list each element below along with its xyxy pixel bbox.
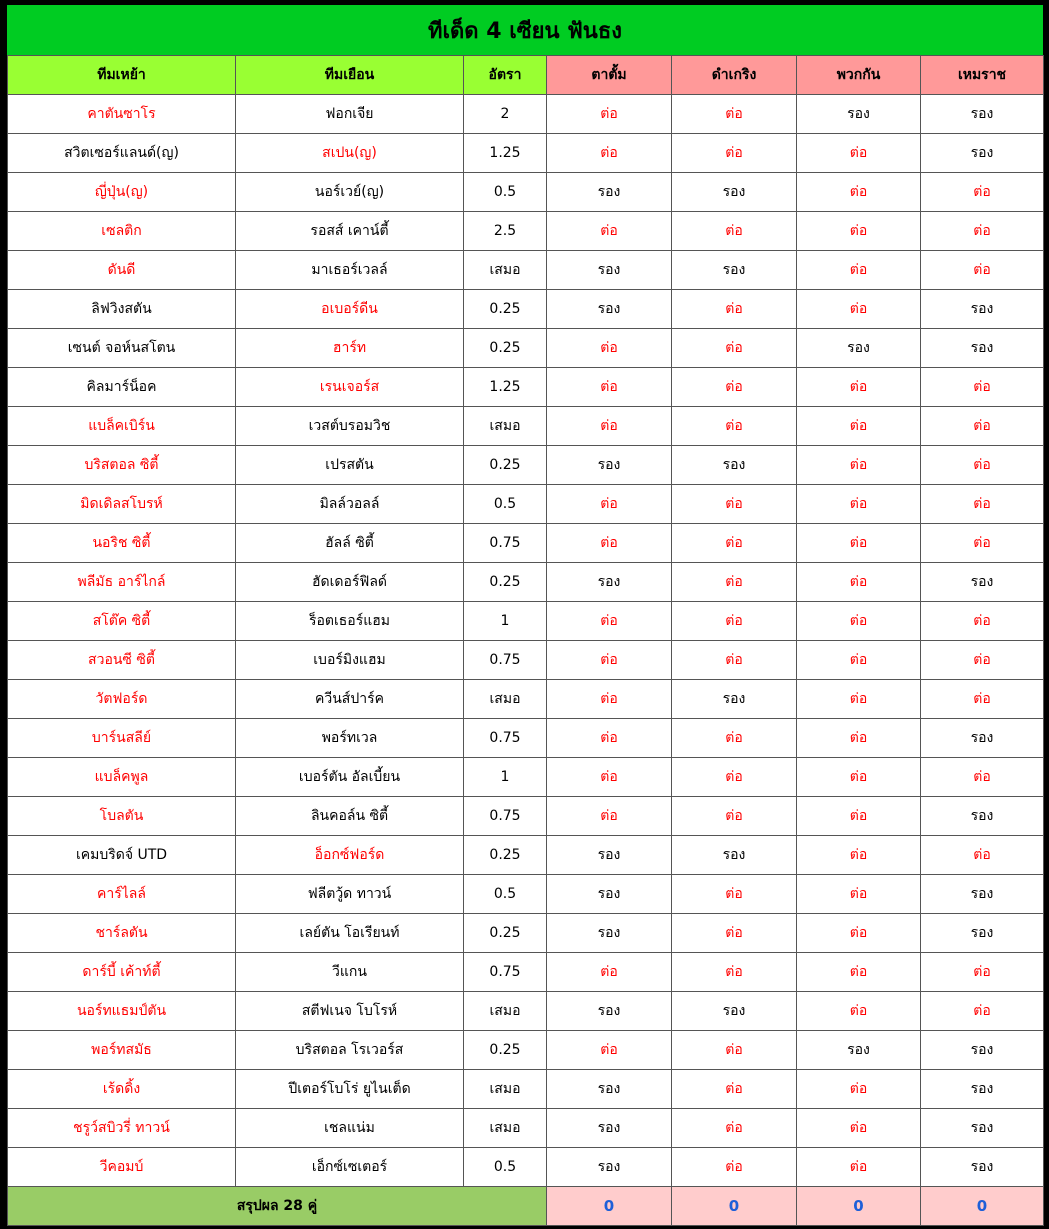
pick-cell-expert-4: รอง bbox=[921, 914, 1044, 953]
away-team-cell: ฮัลล์ ซิตี้ bbox=[236, 524, 464, 563]
tips-panel bbox=[7, 5, 1043, 1225]
home-team-cell: บริสตอล ซิตี้ bbox=[8, 446, 236, 485]
header-expert-3: พวกกัน bbox=[797, 56, 921, 95]
pick-cell-expert-2: ต่อ bbox=[672, 641, 797, 680]
pick-cell-expert-1: รอง bbox=[547, 446, 672, 485]
home-team-cell: นอร์ทแธมป์ตัน bbox=[8, 992, 236, 1031]
away-team-cell: เปรสตัน bbox=[236, 446, 464, 485]
pick-cell-expert-4: รอง bbox=[921, 1148, 1044, 1187]
table-row bbox=[8, 992, 1044, 1031]
pick-cell-expert-2: รอง bbox=[672, 992, 797, 1031]
home-team-cell: สวอนซี ซิตี้ bbox=[8, 641, 236, 680]
pick-cell-expert-4: รอง bbox=[921, 1031, 1044, 1070]
pick-cell-expert-3: ต่อ bbox=[797, 251, 921, 290]
away-team-cell: พอร์ทเวล bbox=[236, 719, 464, 758]
away-team-cell: นอร์เวย์(ญ) bbox=[236, 173, 464, 212]
table-row bbox=[8, 251, 1044, 290]
pick-cell-expert-4: รอง bbox=[921, 797, 1044, 836]
away-team-cell: เรนเจอร์ส bbox=[236, 368, 464, 407]
home-team-cell: เซลติก bbox=[8, 212, 236, 251]
home-team-cell: มิดเดิลสโบรห์ bbox=[8, 485, 236, 524]
table-row bbox=[8, 836, 1044, 875]
rate-cell: เสมอ bbox=[464, 1109, 547, 1148]
rate-cell: เสมอ bbox=[464, 992, 547, 1031]
rate-cell: 0.25 bbox=[464, 914, 547, 953]
away-team-cell: เบอร์ตัน อัลเบี้ยน bbox=[236, 758, 464, 797]
pick-cell-expert-2: ต่อ bbox=[672, 329, 797, 368]
table-row bbox=[8, 446, 1044, 485]
rate-cell: 0.5 bbox=[464, 173, 547, 212]
away-team-cell: เอ็กซ์เซเตอร์ bbox=[236, 1148, 464, 1187]
home-team-cell: สโต๊ค ซิตี้ bbox=[8, 602, 236, 641]
pick-cell-expert-1: ต่อ bbox=[547, 95, 672, 134]
table-row bbox=[8, 173, 1044, 212]
pick-cell-expert-1: ต่อ bbox=[547, 797, 672, 836]
header-row bbox=[8, 56, 1044, 95]
pick-cell-expert-4: รอง bbox=[921, 134, 1044, 173]
rate-cell: 0.25 bbox=[464, 290, 547, 329]
pick-cell-expert-3: รอง bbox=[797, 1031, 921, 1070]
pick-cell-expert-4: ต่อ bbox=[921, 836, 1044, 875]
home-team-cell: เซนต์ จอห์นสโตน bbox=[8, 329, 236, 368]
rate-cell: 1 bbox=[464, 602, 547, 641]
pick-cell-expert-4: ต่อ bbox=[921, 251, 1044, 290]
home-team-cell: ลิฟวิงสตัน bbox=[8, 290, 236, 329]
summary-score-4: 0 bbox=[921, 1187, 1044, 1226]
pick-cell-expert-3: ต่อ bbox=[797, 290, 921, 329]
home-team-cell: บาร์นสลีย์ bbox=[8, 719, 236, 758]
pick-cell-expert-2: ต่อ bbox=[672, 1109, 797, 1148]
home-team-cell: แบล็คพูล bbox=[8, 758, 236, 797]
summary-score-1: 0 bbox=[547, 1187, 672, 1226]
away-team-cell: รอสส์ เคาน์ตี้ bbox=[236, 212, 464, 251]
pick-cell-expert-1: รอง bbox=[547, 563, 672, 602]
rate-cell: เสมอ bbox=[464, 251, 547, 290]
summary-score-3: 0 bbox=[797, 1187, 921, 1226]
home-team-cell: คิลมาร์น็อค bbox=[8, 368, 236, 407]
pick-cell-expert-1: ต่อ bbox=[547, 134, 672, 173]
pick-cell-expert-1: ต่อ bbox=[547, 368, 672, 407]
pick-cell-expert-1: รอง bbox=[547, 1109, 672, 1148]
pick-cell-expert-2: ต่อ bbox=[672, 719, 797, 758]
pick-cell-expert-1: ต่อ bbox=[547, 758, 672, 797]
header-expert-4: เหมราช bbox=[921, 56, 1044, 95]
pick-cell-expert-3: ต่อ bbox=[797, 836, 921, 875]
pick-cell-expert-4: ต่อ bbox=[921, 212, 1044, 251]
home-team-cell: เคมบริดจ์ UTD bbox=[8, 836, 236, 875]
pick-cell-expert-3: ต่อ bbox=[797, 875, 921, 914]
home-team-cell: นอริช ซิตี้ bbox=[8, 524, 236, 563]
pick-cell-expert-1: รอง bbox=[547, 836, 672, 875]
pick-cell-expert-1: ต่อ bbox=[547, 524, 672, 563]
pick-cell-expert-4: รอง bbox=[921, 563, 1044, 602]
pick-cell-expert-2: ต่อ bbox=[672, 368, 797, 407]
table-row bbox=[8, 95, 1044, 134]
pick-cell-expert-3: ต่อ bbox=[797, 212, 921, 251]
home-team-cell: ดันดี bbox=[8, 251, 236, 290]
pick-cell-expert-3: ต่อ bbox=[797, 797, 921, 836]
pick-cell-expert-3: ต่อ bbox=[797, 1070, 921, 1109]
pick-cell-expert-3: ต่อ bbox=[797, 368, 921, 407]
pick-cell-expert-3: ต่อ bbox=[797, 953, 921, 992]
pick-cell-expert-2: ต่อ bbox=[672, 797, 797, 836]
pick-cell-expert-2: ต่อ bbox=[672, 485, 797, 524]
away-team-cell: อ็อกซ์ฟอร์ด bbox=[236, 836, 464, 875]
rate-cell: 0.5 bbox=[464, 1148, 547, 1187]
away-team-cell: สเปน(ญ) bbox=[236, 134, 464, 173]
home-team-cell: วีคอมบ์ bbox=[8, 1148, 236, 1187]
pick-cell-expert-3: ต่อ bbox=[797, 602, 921, 641]
pick-cell-expert-2: ต่อ bbox=[672, 212, 797, 251]
table-row bbox=[8, 407, 1044, 446]
pick-cell-expert-1: รอง bbox=[547, 992, 672, 1031]
away-team-cell: ควีนส์ปาร์ค bbox=[236, 680, 464, 719]
pick-cell-expert-1: รอง bbox=[547, 1148, 672, 1187]
pick-cell-expert-3: รอง bbox=[797, 95, 921, 134]
pick-cell-expert-2: รอง bbox=[672, 251, 797, 290]
pick-cell-expert-4: ต่อ bbox=[921, 524, 1044, 563]
pick-cell-expert-3: ต่อ bbox=[797, 992, 921, 1031]
table-row bbox=[8, 602, 1044, 641]
pick-cell-expert-2: ต่อ bbox=[672, 134, 797, 173]
rate-cell: 1.25 bbox=[464, 134, 547, 173]
header-expert-2: ดำเกริง bbox=[672, 56, 797, 95]
pick-cell-expert-2: ต่อ bbox=[672, 1031, 797, 1070]
pick-cell-expert-4: รอง bbox=[921, 95, 1044, 134]
pick-cell-expert-3: ต่อ bbox=[797, 563, 921, 602]
home-team-cell: วัตฟอร์ด bbox=[8, 680, 236, 719]
home-team-cell: โบลตัน bbox=[8, 797, 236, 836]
home-team-cell: ญี่ปุ่น(ญ) bbox=[8, 173, 236, 212]
pick-cell-expert-2: ต่อ bbox=[672, 758, 797, 797]
pick-cell-expert-2: รอง bbox=[672, 836, 797, 875]
pick-cell-expert-1: รอง bbox=[547, 1070, 672, 1109]
rate-cell: 0.5 bbox=[464, 875, 547, 914]
away-team-cell: วีแกน bbox=[236, 953, 464, 992]
home-team-cell: แบล็คเบิร์น bbox=[8, 407, 236, 446]
summary-row bbox=[8, 1187, 1044, 1226]
away-team-cell: อเบอร์ดีน bbox=[236, 290, 464, 329]
pick-cell-expert-3: ต่อ bbox=[797, 446, 921, 485]
rate-cell: 2.5 bbox=[464, 212, 547, 251]
pick-cell-expert-1: รอง bbox=[547, 251, 672, 290]
pick-cell-expert-1: ต่อ bbox=[547, 329, 672, 368]
rate-cell: 0.25 bbox=[464, 329, 547, 368]
home-team-cell: คาร์ไลล์ bbox=[8, 875, 236, 914]
pick-cell-expert-4: รอง bbox=[921, 719, 1044, 758]
pick-cell-expert-4: รอง bbox=[921, 875, 1044, 914]
home-team-cell: คาตันซาโร bbox=[8, 95, 236, 134]
pick-cell-expert-4: ต่อ bbox=[921, 446, 1044, 485]
pick-cell-expert-3: ต่อ bbox=[797, 758, 921, 797]
pick-cell-expert-3: ต่อ bbox=[797, 641, 921, 680]
table-row bbox=[8, 134, 1044, 173]
rate-cell: 0.25 bbox=[464, 563, 547, 602]
header-away-team: ทีมเยือน bbox=[236, 56, 464, 95]
table-row bbox=[8, 329, 1044, 368]
pick-cell-expert-2: ต่อ bbox=[672, 914, 797, 953]
away-team-cell: ปีเตอร์โบโร่ ยูไนเต็ด bbox=[236, 1070, 464, 1109]
pick-cell-expert-1: ต่อ bbox=[547, 680, 672, 719]
rate-cell: 0.5 bbox=[464, 485, 547, 524]
pick-cell-expert-2: ต่อ bbox=[672, 524, 797, 563]
table-row bbox=[8, 1070, 1044, 1109]
pick-cell-expert-1: ต่อ bbox=[547, 407, 672, 446]
pick-cell-expert-2: รอง bbox=[672, 446, 797, 485]
rate-cell: เสมอ bbox=[464, 1070, 547, 1109]
away-team-cell: ลินคอล์น ซิตี้ bbox=[236, 797, 464, 836]
home-team-cell: พอร์ทสมัธ bbox=[8, 1031, 236, 1070]
pick-cell-expert-4: ต่อ bbox=[921, 368, 1044, 407]
pick-cell-expert-3: ต่อ bbox=[797, 485, 921, 524]
pick-cell-expert-2: ต่อ bbox=[672, 953, 797, 992]
pick-cell-expert-1: ต่อ bbox=[547, 212, 672, 251]
pick-cell-expert-1: ต่อ bbox=[547, 602, 672, 641]
away-team-cell: สตีฟเนจ โบโรห์ bbox=[236, 992, 464, 1031]
pick-cell-expert-4: ต่อ bbox=[921, 680, 1044, 719]
rate-cell: 1.25 bbox=[464, 368, 547, 407]
summary-label: สรุปผล 28 คู่ bbox=[8, 1187, 547, 1226]
pick-cell-expert-4: ต่อ bbox=[921, 485, 1044, 524]
pick-cell-expert-3: ต่อ bbox=[797, 524, 921, 563]
pick-cell-expert-4: รอง bbox=[921, 329, 1044, 368]
pick-cell-expert-2: รอง bbox=[672, 680, 797, 719]
summary-score-2: 0 bbox=[672, 1187, 797, 1226]
pick-cell-expert-2: ต่อ bbox=[672, 95, 797, 134]
away-team-cell: ฟอกเจีย bbox=[236, 95, 464, 134]
rate-cell: เสมอ bbox=[464, 407, 547, 446]
rate-cell: 0.75 bbox=[464, 797, 547, 836]
rate-cell: เสมอ bbox=[464, 680, 547, 719]
away-team-cell: เบอร์มิงแฮม bbox=[236, 641, 464, 680]
pick-cell-expert-3: ต่อ bbox=[797, 407, 921, 446]
home-team-cell: ชาร์ลตัน bbox=[8, 914, 236, 953]
table-row bbox=[8, 1031, 1044, 1070]
rate-cell: 0.75 bbox=[464, 641, 547, 680]
pick-cell-expert-1: รอง bbox=[547, 290, 672, 329]
table-row bbox=[8, 719, 1044, 758]
table-row bbox=[8, 797, 1044, 836]
away-team-cell: เชลแน่ม bbox=[236, 1109, 464, 1148]
table-row bbox=[8, 524, 1044, 563]
pick-cell-expert-2: รอง bbox=[672, 173, 797, 212]
pick-cell-expert-1: ต่อ bbox=[547, 1031, 672, 1070]
pick-cell-expert-4: รอง bbox=[921, 1109, 1044, 1148]
rate-cell: 0.75 bbox=[464, 719, 547, 758]
rate-cell: 0.25 bbox=[464, 836, 547, 875]
pick-cell-expert-1: ต่อ bbox=[547, 485, 672, 524]
pick-cell-expert-4: ต่อ bbox=[921, 992, 1044, 1031]
table-row bbox=[8, 212, 1044, 251]
pick-cell-expert-3: ต่อ bbox=[797, 134, 921, 173]
pick-cell-expert-1: ต่อ bbox=[547, 953, 672, 992]
away-team-cell: มิลล์วอลล์ bbox=[236, 485, 464, 524]
table-row bbox=[8, 368, 1044, 407]
pick-cell-expert-4: ต่อ bbox=[921, 953, 1044, 992]
table-row bbox=[8, 914, 1044, 953]
pick-cell-expert-4: ต่อ bbox=[921, 173, 1044, 212]
rate-cell: 1 bbox=[464, 758, 547, 797]
pick-cell-expert-2: ต่อ bbox=[672, 290, 797, 329]
rate-cell: 0.25 bbox=[464, 446, 547, 485]
pick-cell-expert-4: รอง bbox=[921, 290, 1044, 329]
table-row bbox=[8, 758, 1044, 797]
header-expert-1: ตาตั้ม bbox=[547, 56, 672, 95]
table-row bbox=[8, 563, 1044, 602]
pick-cell-expert-4: ต่อ bbox=[921, 758, 1044, 797]
pick-cell-expert-3: รอง bbox=[797, 329, 921, 368]
pick-cell-expert-1: ต่อ bbox=[547, 641, 672, 680]
away-team-cell: ฮาร์ท bbox=[236, 329, 464, 368]
away-team-cell: เลย์ตัน โอเรียนท์ bbox=[236, 914, 464, 953]
away-team-cell: มาเธอร์เวลล์ bbox=[236, 251, 464, 290]
pick-cell-expert-3: ต่อ bbox=[797, 1148, 921, 1187]
pick-cell-expert-1: รอง bbox=[547, 875, 672, 914]
table-row bbox=[8, 290, 1044, 329]
rate-cell: 0.25 bbox=[464, 1031, 547, 1070]
pick-cell-expert-3: ต่อ bbox=[797, 173, 921, 212]
pick-cell-expert-4: ต่อ bbox=[921, 641, 1044, 680]
header-home-team: ทีมเหย้า bbox=[8, 56, 236, 95]
page-title: ทีเด็ด 4 เซียน ฟันธง bbox=[7, 5, 1043, 55]
pick-cell-expert-2: ต่อ bbox=[672, 602, 797, 641]
table-row bbox=[8, 485, 1044, 524]
table-row bbox=[8, 1148, 1044, 1187]
away-team-cell: ร็อตเธอร์แฮม bbox=[236, 602, 464, 641]
pick-cell-expert-2: ต่อ bbox=[672, 875, 797, 914]
away-team-cell: ฮัดเดอร์ฟิลด์ bbox=[236, 563, 464, 602]
table-row bbox=[8, 641, 1044, 680]
pick-cell-expert-3: ต่อ bbox=[797, 680, 921, 719]
pick-cell-expert-3: ต่อ bbox=[797, 719, 921, 758]
home-team-cell: ดาร์บี้ เค้าท์ตี้ bbox=[8, 953, 236, 992]
pick-cell-expert-4: รอง bbox=[921, 1070, 1044, 1109]
table-row bbox=[8, 1109, 1044, 1148]
pick-cell-expert-1: รอง bbox=[547, 173, 672, 212]
rate-cell: 0.75 bbox=[464, 524, 547, 563]
home-team-cell: พลีมัธ อาร์ไกล์ bbox=[8, 563, 236, 602]
pick-cell-expert-3: ต่อ bbox=[797, 914, 921, 953]
header-rate: อัตรา bbox=[464, 56, 547, 95]
pick-cell-expert-4: ต่อ bbox=[921, 407, 1044, 446]
pick-cell-expert-1: ต่อ bbox=[547, 719, 672, 758]
home-team-cell: เร้ดดิ้ง bbox=[8, 1070, 236, 1109]
table-row bbox=[8, 875, 1044, 914]
home-team-cell: สวิตเซอร์แลนด์(ญ) bbox=[8, 134, 236, 173]
away-team-cell: บริสตอล โรเวอร์ส bbox=[236, 1031, 464, 1070]
rate-cell: 0.75 bbox=[464, 953, 547, 992]
pick-cell-expert-4: ต่อ bbox=[921, 602, 1044, 641]
pick-cell-expert-2: ต่อ bbox=[672, 1148, 797, 1187]
pick-cell-expert-1: รอง bbox=[547, 914, 672, 953]
table-row bbox=[8, 953, 1044, 992]
rate-cell: 2 bbox=[464, 95, 547, 134]
tips-table bbox=[7, 55, 1044, 1226]
home-team-cell: ชรูว์สบิวรี่ ทาวน์ bbox=[8, 1109, 236, 1148]
table-row bbox=[8, 680, 1044, 719]
pick-cell-expert-2: ต่อ bbox=[672, 407, 797, 446]
away-team-cell: ฟลีตวู้ด ทาวน์ bbox=[236, 875, 464, 914]
pick-cell-expert-2: ต่อ bbox=[672, 1070, 797, 1109]
pick-cell-expert-3: ต่อ bbox=[797, 1109, 921, 1148]
pick-cell-expert-2: ต่อ bbox=[672, 563, 797, 602]
away-team-cell: เวสต์บรอมวิช bbox=[236, 407, 464, 446]
